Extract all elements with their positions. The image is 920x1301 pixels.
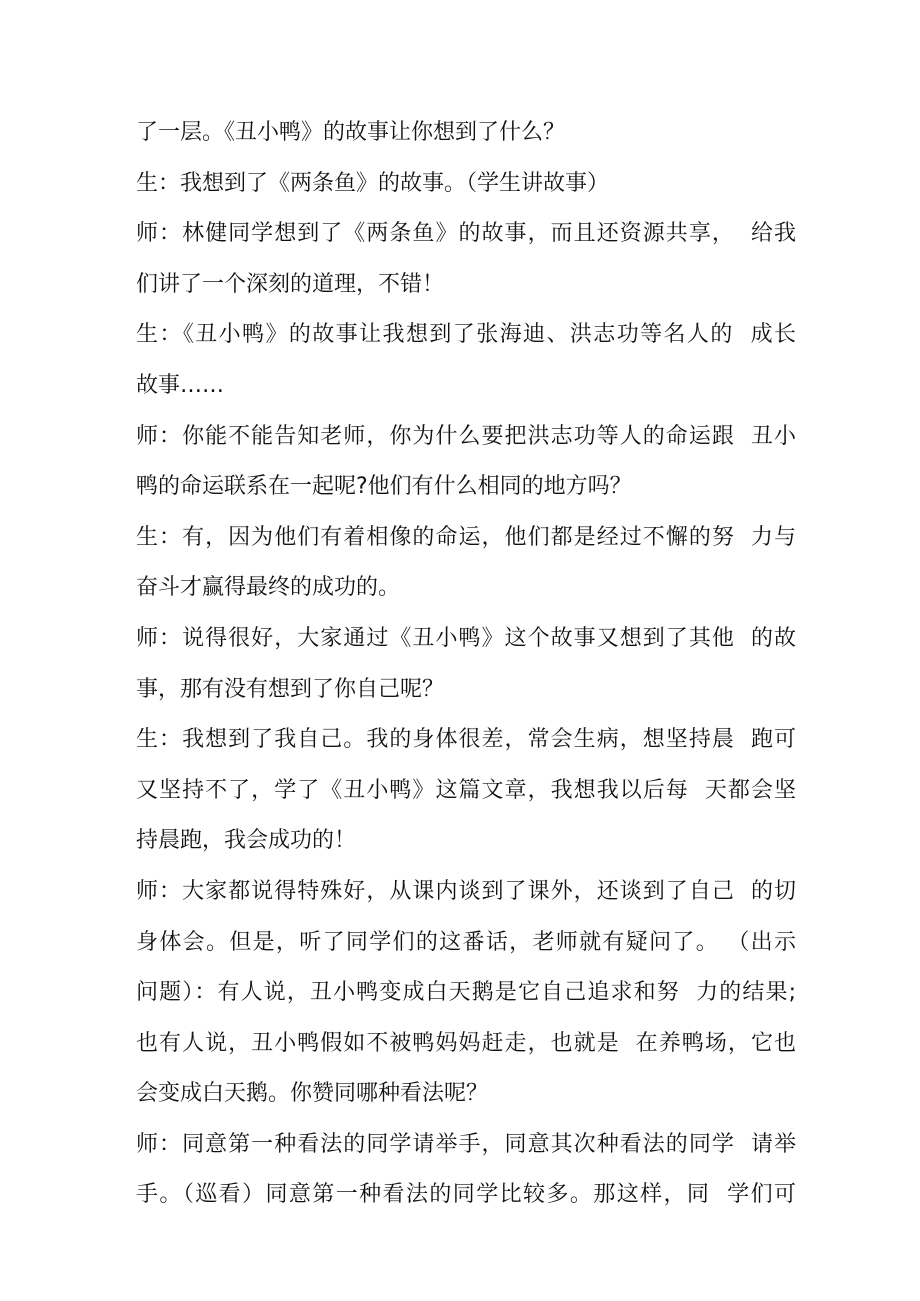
text-line: 手。（巡看）同意第一种看法的同学比较多。那这样，同 学们可 [136,1182,796,1208]
text-line: 生：我想到了我自己。我的身体很差，常会生病，想坚持晨 跑可 [136,727,796,753]
text-line: 师：大家都说得特殊好，从课内谈到了课外，还谈到了自己 的切 [136,878,796,904]
text-line: 会变成白天鹅。你赞同哪种看法呢？ [136,1081,489,1107]
text-line: 师：同意第一种看法的同学请举手，同意其次种看法的同学 请举 [136,1131,796,1157]
text-line: 也有人说，丑小鸭假如不被鸭妈妈赶走，也就是 在养鸭场，它也 [136,1030,796,1056]
text-line: 生：有，因为他们有着相像的命运，他们都是经过不懈的努 力与 [136,524,796,550]
text-line: 持晨跑，我会成功的！ [136,828,357,854]
text-line: 生：我想到了《两条鱼》的故事。（学生讲故事） [136,170,610,196]
text-line: 事，那有没有想到了你自己呢？ [136,676,445,702]
text-line: 鸭的命运联系在一起呢?他们有什么相同的地方吗？ [136,474,632,500]
text-line: 故事…… [136,372,225,398]
text-line: 又坚持不了，学了《丑小鸭》这篇文章，我想我以后每 天都会坚 [136,777,796,803]
text-line: 了一层。《丑小鸭》的故事让你想到了什么？ [136,120,566,145]
text-line: 师：说得很好，大家通过《丑小鸭》这个故事又想到了其他 的故 [136,625,796,651]
text-line: 师：林健同学想到了《两条鱼》的故事，而且还资源共享， 给我 [136,221,796,247]
document-page [136,108,796,1221]
text-line: 问题）：有人说，丑小鸭变成白天鹅是它自己追求和努 力的结果; [136,980,796,1006]
text-line: 奋斗才赢得最终的成功的。 [136,575,401,601]
text-line: 生：《丑小鸭》的故事让我想到了张海迪、洪志功等名人的 成长 [136,322,796,348]
text-line: 身体会。但是，听了同学们的这番话，老师就有疑问了。 （出示 [136,929,796,955]
text-line: 们讲了一个深刻的道理，不错！ [136,271,445,297]
text-line: 师：你能不能告知老师，你为什么要把洪志功等人的命运跟 丑小 [136,423,796,449]
